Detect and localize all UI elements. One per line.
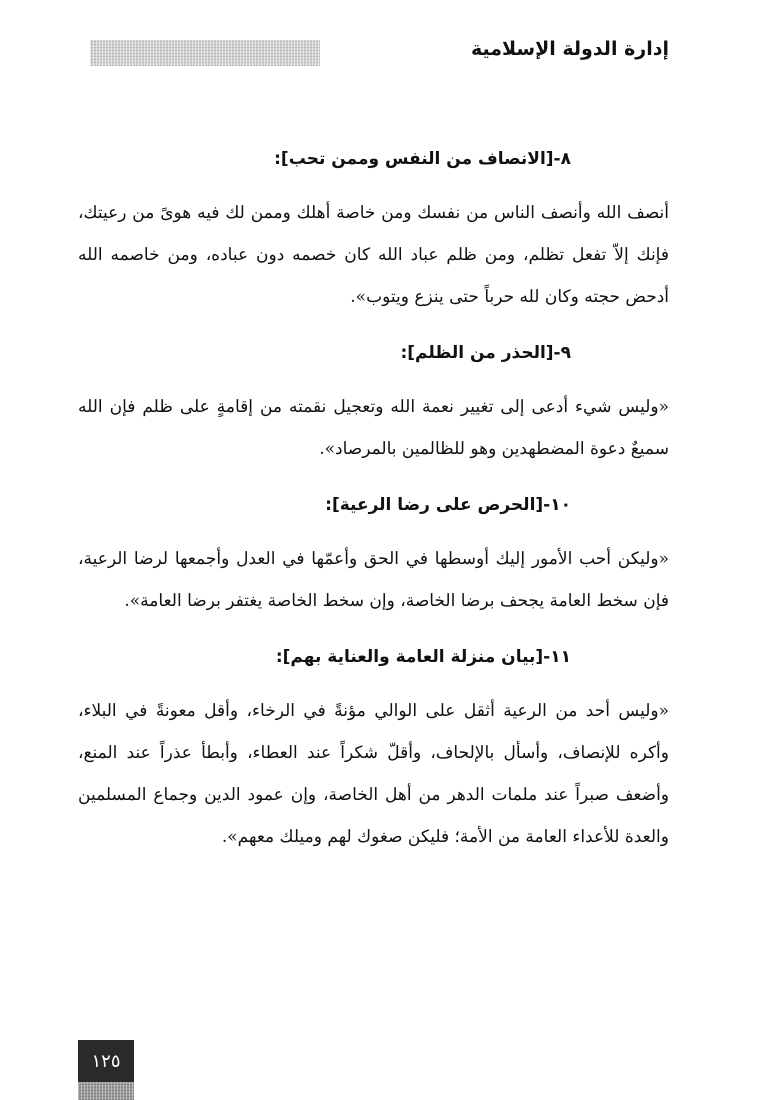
running-header-title: إدارة الدولة الإسلامية <box>470 38 669 60</box>
page-number-strip <box>78 1082 134 1100</box>
section-paragraph: «وليكن أحب الأمور إليك أوسطها في الحق وأعمّها في العدل وأجمعها لرضا الرعية، فإن سخط العامة يجحف برضا الخاصة، وإن سخط الخاصة يغتفر برضا العامة». <box>78 549 669 611</box>
section-heading: ١٠-[الحرص على رضا الرعية]: <box>325 495 571 515</box>
page-body <box>78 140 669 874</box>
section-11 <box>78 638 669 858</box>
section-heading: ١١-[بيان منزلة العامة والعناية بهم]: <box>275 647 571 667</box>
section-9 <box>78 334 669 470</box>
section-10 <box>78 486 669 622</box>
section-heading: ٩-[الحذر من الظلم]: <box>400 343 571 363</box>
page-number: ١٢٥ <box>78 1040 134 1082</box>
section-paragraph: «وليس شيء أدعى إلى تغيير نعمة الله وتعجيل نقمته من إقامةٍ على ظلم فإن الله سميعٌ دعوة المضطهدين وهو للظالمين بالمرصاد». <box>78 397 669 459</box>
section-paragraph: «وليس أحد من الرعية أثقل على الوالي مؤنةً في الرخاء، وأقل معونةً في البلاء، وأكره للإنصاف، وأسأل بالإلحاف، وأقلّ شكراً عند العطاء، وأبطأ عذراً عند المنع، وأضعف صبراً عند ملمات الدهر من أهل الخاصة، وإن عمود الدين وجماع المسلمين والعدة للأعداء العامة من الأمة؛ فليكن صغوك لهم وميلك معهم». <box>78 701 669 847</box>
section-paragraph: أنصف الله وأنصف الناس من نفسك ومن خاصة أهلك وممن لك فيه هوىً من رعيتك، فإنك إلاّ تفعل تظلم، ومن ظلم عباد الله كان خصمه دون عباده، ومن خاصمه الله أدحض حجته وكان لله حرباً حتى ينزع ويتوب». <box>78 203 669 307</box>
header-decorative-band <box>90 40 320 66</box>
section-heading: ٨-[الانصاف من النفس وممن تحب]: <box>274 149 571 169</box>
section-8 <box>78 140 669 318</box>
